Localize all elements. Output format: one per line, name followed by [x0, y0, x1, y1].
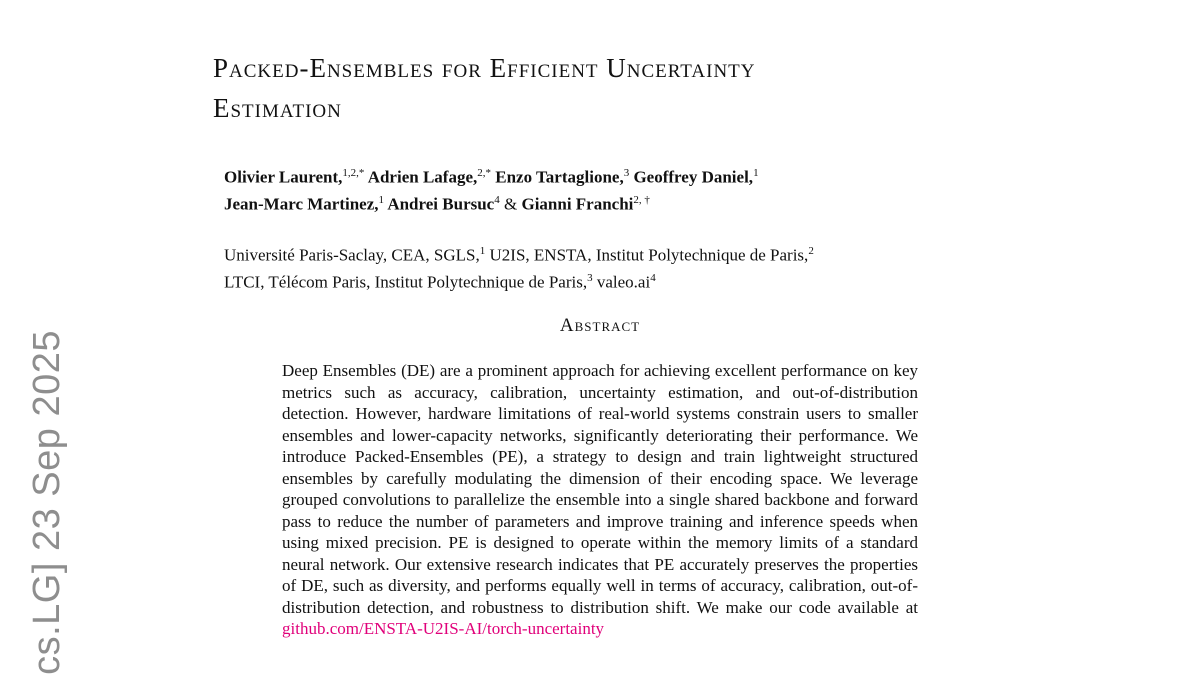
author-name: Olivier Laurent,: [224, 167, 343, 187]
author-affil-mark: 1: [753, 167, 759, 179]
author-affil-mark: 4: [494, 193, 500, 206]
affiliation-mark: 1: [479, 245, 486, 257]
author-affil-mark: 2,*: [477, 167, 491, 179]
author-name: Gianni Franchi: [521, 194, 634, 214]
abstract-text: Deep Ensembles (DE) are a prominent approach for achieving excellent performance on key metrics such as accuracy, calibration, uncertainty estimation, and out-of-distribution detection. However, hardware limitations of real-world systems constrain users to smaller ensembles and lower-capacity networks, significantly deteriorating their performance. We introduce Packed-Ensembles (PE), a strategy to design and train lightweight structured ensembles by carefully modulating the dimension of their encoding space. We leverage grouped convolutions to parallelize the ensemble into a single shared backbone and forward pass to reduce the number of parameters and improve training and inference speeds when using mixed precision. PE is designed to operate within the memory limits of a standard neural network. Our extensive research indicates that PE accurately preserves the properties of DE, such as diversity, and performs equally well in terms of accuracy, calibration, out-of-distribution detection, and robustness to distribution shift.: [282, 361, 918, 617]
arxiv-sidebar-stamp: cs.LG] 23 Sep 2025: [26, 330, 68, 675]
author-name: Geoffrey Daniel,: [633, 167, 754, 187]
affiliation: U2IS, ENSTA, Institut Polytechnique de Paris,: [489, 245, 809, 265]
affiliation-mark: 3: [587, 271, 593, 284]
affiliations: [224, 240, 964, 293]
affiliation: Université Paris-Saclay, CEA, SGLS,: [224, 245, 480, 265]
author-name: Andrei Bursuc: [387, 194, 495, 214]
title-line-1: Packed-Ensembles for Efficient Uncertainty: [213, 53, 756, 83]
author-list: [224, 162, 924, 215]
affiliation-mark: 2: [808, 245, 814, 257]
author-name: Jean-Marc Martinez,: [224, 194, 379, 214]
affiliation-mark: 4: [650, 271, 656, 284]
code-repository-link[interactable]: github.com/ENSTA-U2IS-AI/torch-uncertainty: [282, 619, 605, 638]
paper-title: [213, 48, 1033, 128]
author-affil-mark: 1: [378, 193, 385, 206]
abstract-body: [282, 360, 918, 640]
abstract-heading: Abstract: [559, 315, 641, 336]
author-name: Enzo Tartaglione,: [495, 167, 624, 187]
author-affil-mark: 1,2,*: [342, 167, 365, 179]
author-affil-mark: 3: [623, 167, 630, 179]
title-line-2: Estimation: [213, 93, 342, 123]
abstract-code-sentence: We make our code available at: [696, 597, 919, 617]
affiliation: LTCI, Télécom Paris, Institut Polytechnique de Paris,: [224, 272, 588, 292]
author-name: Adrien Lafage,: [367, 167, 478, 187]
author-conjunction: &: [503, 194, 518, 214]
author-affil-mark: 2, †: [633, 193, 650, 206]
affiliation: valeo.ai: [596, 272, 651, 292]
